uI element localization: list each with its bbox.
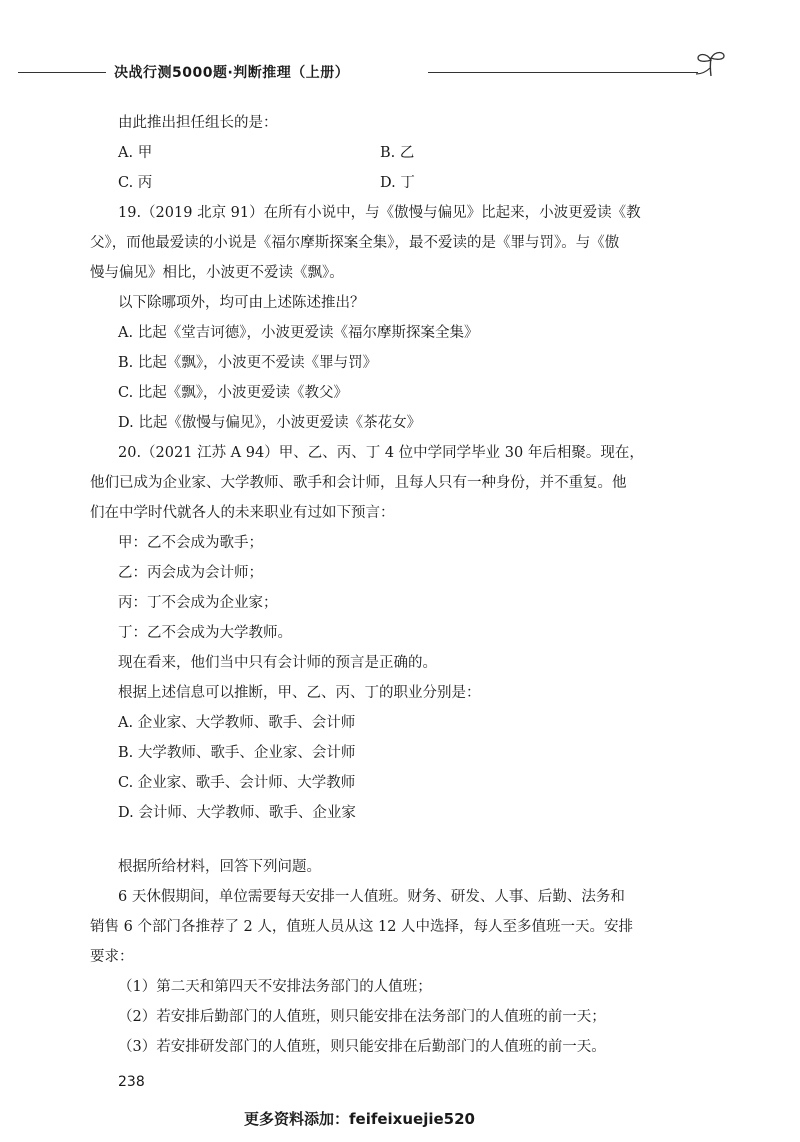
q20-option-b: B. 大学教师、歌手、企业家、会计师 (118, 745, 356, 761)
material-requirement: （3）若安排研发部门的人值班，则只能安排在后勤部门的人值班的前一天。 (118, 1039, 606, 1055)
q20-option-c: C. 企业家、歌手、会计师、大学教师 (118, 775, 356, 791)
header-rule-right (428, 72, 698, 73)
q19-option-b: B. 比起《飘》，小波更不爱读《罪与罚》 (118, 355, 378, 371)
q18-option-c: C. 丙 (118, 175, 153, 191)
q18-options-row-2 (118, 168, 718, 198)
q18-option-b: B. 乙 (380, 145, 415, 161)
q20-line: 他们已成为企业家、大学教师、歌手和会计师，且每人只有一种身份，并不重复。他 (90, 475, 627, 491)
q19-line: 父》，而他最爱读的小说是《福尔摩斯探案全集》，最不爱读的是《罪与罚》。与《傲 (90, 235, 620, 251)
q18-stem: 由此推出担任组长的是： (118, 115, 278, 131)
q19-line: 慢与偏见》相比，小波更不爱读《飘》。 (90, 265, 344, 281)
page-number: 238 (118, 1074, 145, 1090)
header-rule-left (18, 72, 106, 73)
q20-line: 20.（2021 江苏 A 94）甲、乙、丙、丁 4 位中学同学毕业 30 年后相聚。现在， (118, 445, 644, 461)
section-spacer (118, 828, 718, 852)
q20-line: 们在中学时代就各人的未来职业有过如下预言： (90, 505, 395, 521)
material-intro: 根据所给材料，回答下列问题。 (118, 859, 321, 875)
material-line: 要求： (90, 949, 134, 965)
q20-option-d: D. 会计师、大学教师、歌手、企业家 (118, 805, 356, 821)
material-requirement: （2）若安排后勤部门的人值班，则只能安排在法务部门的人值班的前一天； (118, 1009, 606, 1025)
q20-prediction: 丙：丁不会成为企业家； (118, 595, 278, 611)
q20-prediction: 甲：乙不会成为歌手； (118, 535, 263, 551)
q20-option-a: A. 企业家、大学教师、歌手、会计师 (118, 715, 356, 731)
q19-question: 以下除哪项外，均可由上述陈述推出？ (118, 295, 365, 311)
sprout-icon (694, 48, 728, 78)
q19-option-d: D. 比起《傲慢与偏见》，小波更爱读《茶花女》 (118, 415, 422, 431)
q18-option-a: A. 甲 (118, 145, 153, 161)
material-line: 6 天休假期间，单位需要每天安排一人值班。财务、研发、人事、后勤、法务和 (118, 889, 625, 905)
q19-line: 19.（2019 北京 91）在所有小说中，与《傲慢与偏见》比起来，小波更爱读《教 (118, 205, 641, 221)
footer-note: 更多资料添加：feifeixuejie520 (244, 1110, 475, 1128)
material-line: 销售 6 个部门各推荐了 2 人，值班人员从这 12 人中选择，每人至多值班一天。安排 (90, 919, 634, 935)
q20-prediction: 乙：丙会成为会计师； (118, 565, 263, 581)
q20-prediction: 丁：乙不会成为大学教师。 (118, 625, 292, 641)
q18-options-row-1 (118, 138, 718, 168)
book-title: 决战行测5000题·判断推理（上册） (114, 65, 350, 81)
q19-option-a: A. 比起《堂吉诃德》，小波更爱读《福尔摩斯探案全集》 (118, 325, 479, 341)
q18-option-d: D. 丁 (380, 175, 415, 191)
page-body (90, 108, 718, 1062)
q20-note: 现在看来，他们当中只有会计师的预言是正确的。 (118, 655, 437, 671)
q19-option-c: C. 比起《飘》，小波更爱读《教父》 (118, 385, 349, 401)
q20-question: 根据上述信息可以推断，甲、乙、丙、丁的职业分别是： (118, 685, 481, 701)
material-requirement: （1）第二天和第四天不安排法务部门的人值班； (118, 979, 432, 995)
running-header (18, 52, 714, 92)
